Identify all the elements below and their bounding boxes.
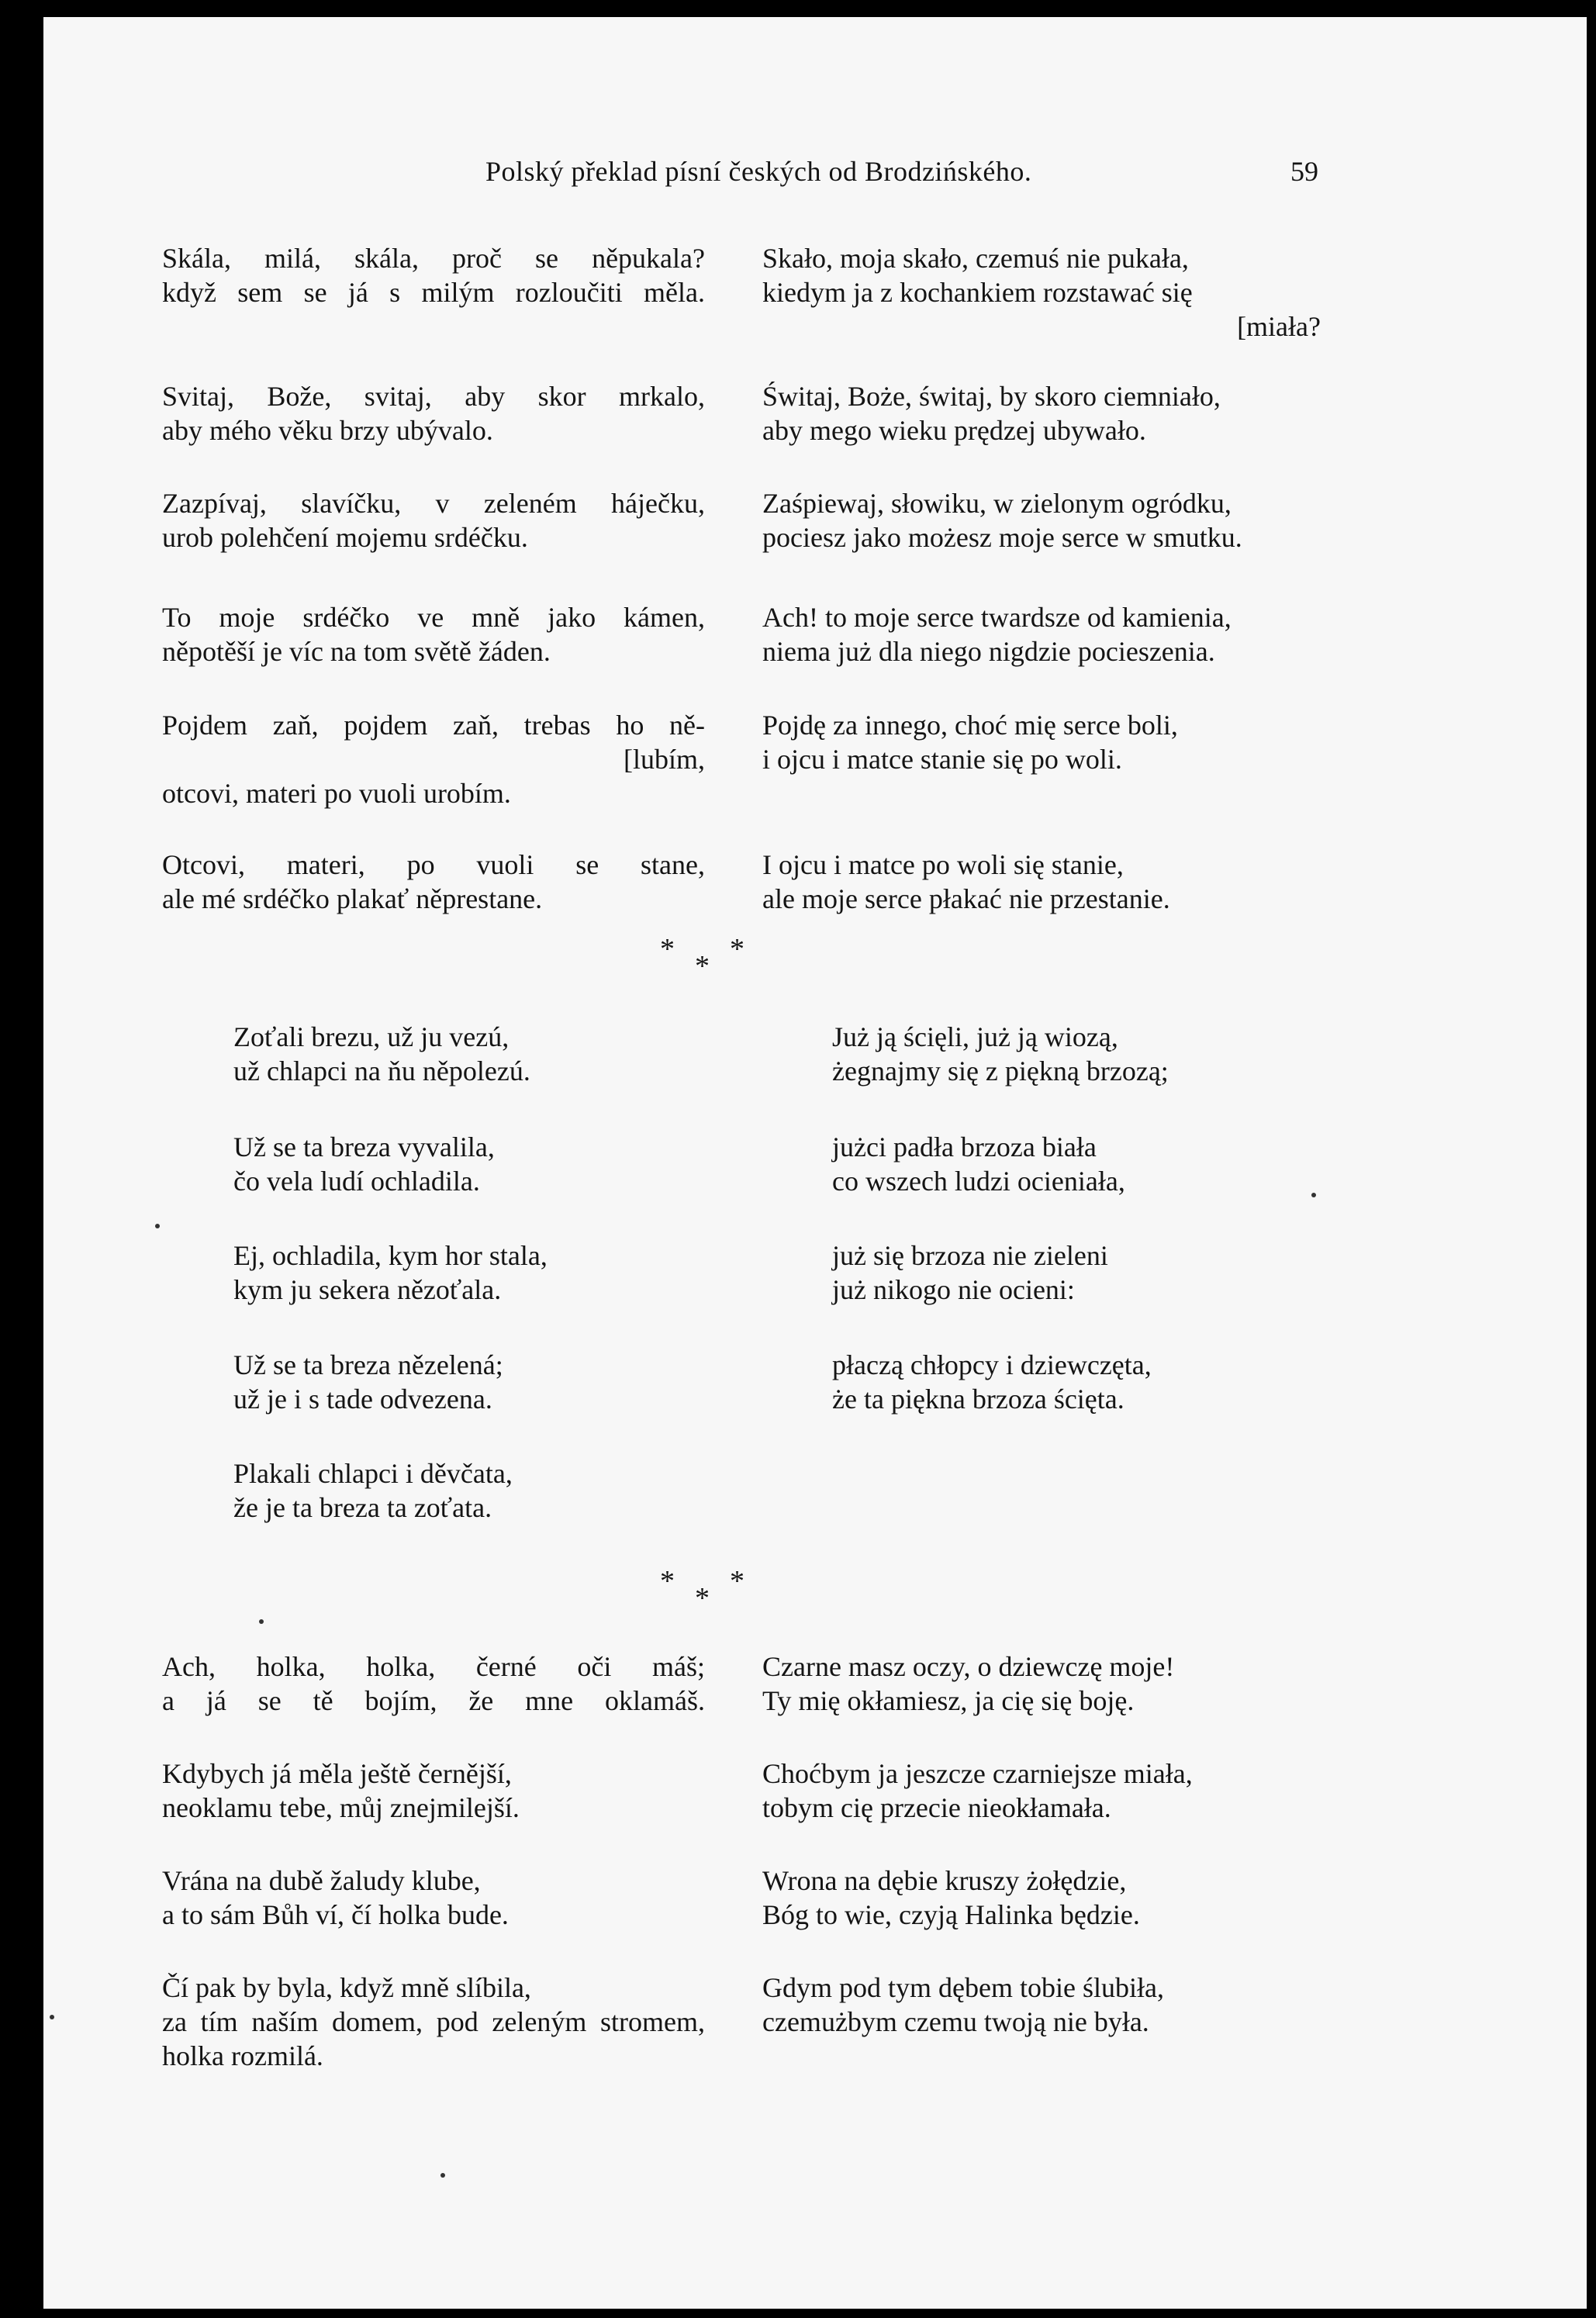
stanza [233, 1020, 530, 1088]
verse-line: Ach! to moje serce twardsze od kamienia, [762, 602, 1232, 633]
stanza [162, 1864, 705, 1932]
verse-line: Zaśpiewaj, słowiku, w zielonym ogródku, [762, 488, 1232, 519]
stanza [762, 379, 1321, 447]
stanza [762, 241, 1321, 344]
verse-line: ale moje serce płakać nie przestanie. [762, 883, 1170, 914]
verse-line: Už se ta breza vyvalila, [233, 1131, 495, 1162]
stanza [832, 1348, 1152, 1416]
verse-line: Choćbym ja jeszcze czarniejsze miała, [762, 1758, 1193, 1789]
verse-line: když sem se já s milým rozloučiti měla. [162, 277, 705, 308]
verse-line: a já se tě bojím, že mne oklamáš. [162, 1685, 705, 1716]
verse-line: aby mego wieku prędzej ubywało. [762, 415, 1146, 446]
stanza [162, 241, 705, 309]
stanza [832, 1130, 1125, 1198]
page-number: 59 [1290, 156, 1318, 187]
stanza [162, 708, 705, 810]
verse-line: Ej, ochladila, kym hor stala, [233, 1240, 548, 1271]
verse-line: i ojcu i matce stanie się po woli. [762, 744, 1122, 775]
stanza [233, 1130, 495, 1198]
stanza [832, 1020, 1169, 1088]
verse-line: holka rozmilá. [162, 2040, 323, 2071]
verse-line: neoklamu tebe, můj znejmilejší. [162, 1792, 520, 1823]
verse-line: płaczą chłopcy i dziewczęta, [832, 1349, 1152, 1380]
stanza [762, 1650, 1174, 1718]
verse-line: ale mé srdéčko plakať něprestane. [162, 883, 543, 914]
verse-line: urob polehčení mojemu srdéčku. [162, 522, 528, 553]
verse-line-continuation: [miała? [1237, 311, 1321, 342]
verse-line: kym ju sekera nězoťala. [233, 1274, 502, 1305]
verse-line: kiedym ja z kochankiem rozstawać się [762, 277, 1193, 308]
stanza [162, 486, 705, 554]
verse-line: Ach, holka, holka, černé oči máš; [162, 1651, 705, 1682]
verse-line: už chlapci na ňu něpolezú. [233, 1055, 530, 1086]
stanza [162, 600, 705, 668]
stanza [832, 1238, 1108, 1307]
verse-line: že je ta breza ta zoťata. [233, 1492, 492, 1523]
verse-line: Otcovi, materi, po vuoli se stane, [162, 849, 705, 880]
section-separator-asterism [660, 932, 815, 994]
stanza [162, 1971, 705, 2073]
asterisk: * [730, 1565, 744, 1598]
asterisk: * [695, 1582, 710, 1615]
asterisk: * [695, 950, 710, 983]
asterisk: * [660, 1565, 675, 1598]
stanza [233, 1348, 503, 1416]
asterisk: * [660, 933, 675, 966]
verse-line: už je i s tade odvezena. [233, 1384, 492, 1415]
stanza [162, 379, 705, 447]
asterisk: * [730, 933, 744, 966]
verse-line: Gdym pod tym dębem tobie ślubiła, [762, 1972, 1164, 2003]
print-speck [440, 2173, 445, 2178]
verse-line: Pojdę za innego, choć mię serce boli, [762, 710, 1178, 741]
stanza [762, 1864, 1140, 1932]
verse-line: już się brzoza nie zieleni [832, 1240, 1108, 1271]
verse-line: tobym cię przecie nieokłamała. [762, 1792, 1111, 1823]
verse-line: żegnajmy się z piękną brzozą; [832, 1055, 1169, 1086]
verse-line: Czarne masz oczy, o dziewczę moje! [762, 1651, 1175, 1682]
verse-line: Plakali chlapci i děvčata, [233, 1458, 513, 1489]
verse-line: niema już dla niego nigdzie pocieszenia. [762, 636, 1215, 667]
stanza [762, 708, 1321, 776]
book-page [43, 17, 1587, 2309]
verse-line: Už se ta breza nězelená; [233, 1349, 503, 1380]
verse-line: Ty mię okłamiesz, ja cię się boję. [762, 1685, 1135, 1716]
verse-line: Skało, moja skało, czemuś nie pukała, [762, 243, 1189, 274]
verse-line: a to sám Bůh ví, čí holka bude. [162, 1899, 509, 1930]
stanza [162, 848, 705, 916]
section-separator-asterism [660, 1564, 815, 1626]
verse-line: něpotěší je víc na tom světě žáden. [162, 636, 551, 667]
stanza [762, 600, 1321, 668]
verse-line: jużci padła brzoza biała [832, 1131, 1097, 1162]
print-speck [1311, 1193, 1316, 1197]
stanza [762, 848, 1321, 916]
verse-line: Zazpívaj, slavíčku, v zeleném háječku, [162, 488, 705, 519]
stanza [162, 1650, 705, 1718]
print-speck [50, 2015, 54, 2019]
verse-line: że ta piękna brzoza ścięta. [832, 1384, 1124, 1415]
verse-line: Wrona na dębie kruszy żołędzie, [762, 1865, 1127, 1896]
print-speck [259, 1619, 264, 1624]
stanza [762, 486, 1321, 554]
stanza [233, 1456, 513, 1525]
verse-line: Bóg to wie, czyją Halinka będzie. [762, 1899, 1140, 1930]
header-title: Polský překlad písní českých od Brodzińského. [485, 156, 1032, 187]
stanza [762, 1757, 1193, 1825]
verse-line: Świtaj, Boże, świtaj, by skoro ciemniało, [762, 381, 1221, 412]
running-header [43, 155, 1587, 194]
verse-line: pociesz jako możesz moje serce w smutku. [762, 522, 1242, 553]
verse-line: Zoťali brezu, už ju vezú, [233, 1021, 510, 1052]
verse-line: otcovi, materi po vuoli urobím. [162, 778, 511, 809]
verse-line: co wszech ludzi ocieniała, [832, 1166, 1125, 1197]
verse-line-continuation: [lubím, [624, 744, 705, 775]
verse-line: Svitaj, Bože, svitaj, aby skor mrkalo, [162, 381, 705, 412]
verse-line: Już ją ścięli, już ją wiozą, [832, 1021, 1118, 1052]
print-speck [155, 1224, 160, 1228]
verse-line: Skála, milá, skála, proč se něpukala? [162, 243, 705, 274]
verse-line: Pojdem zaň, pojdem zaň, trebas ho ně- [162, 710, 705, 741]
verse-line: Kdybych já měla ještě černější, [162, 1758, 512, 1789]
verse-line: Vrána na dubě žaludy klube, [162, 1865, 481, 1896]
verse-line: czemużbym czemu twoją nie była. [762, 2006, 1149, 2037]
stanza [762, 1971, 1164, 2039]
stanza [162, 1757, 705, 1825]
verse-line: To moje srdéčko ve mně jako kámen, [162, 602, 705, 633]
verse-line: aby mého věku brzy ubývalo. [162, 415, 493, 446]
verse-line: I ojcu i matce po woli się stanie, [762, 849, 1124, 880]
stanza [233, 1238, 548, 1307]
verse-line: za tím naším domem, pod zeleným stromem, [162, 2006, 705, 2037]
verse-line: čo vela ludí ochladila. [233, 1166, 480, 1197]
verse-line: już nikogo nie ocieni: [832, 1274, 1075, 1305]
verse-line: Čí pak by byla, když mně slíbila, [162, 1972, 531, 2003]
